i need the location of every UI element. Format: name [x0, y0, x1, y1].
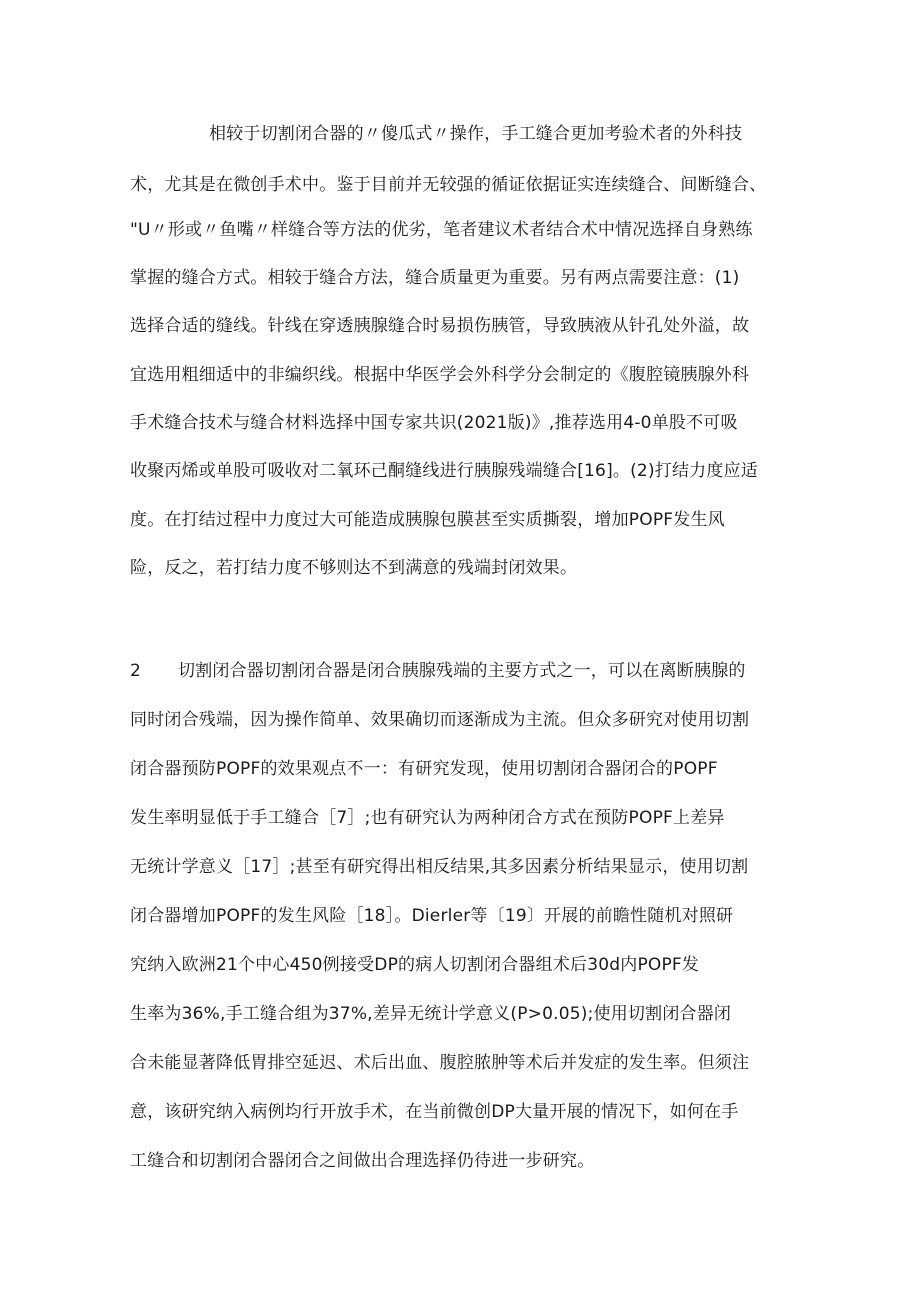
text-line: 生率为36%,手工缝合组为37%,差异无统计学意义(P>0.05);使用切割闭合器闭	[130, 1004, 732, 1024]
text-line: 度。在打结过程中力度过大可能造成胰腺包膜甚至实质撕裂，增加POPF发生风	[130, 510, 725, 530]
section-heading-line	[130, 659, 746, 683]
text-line: 选择合适的缝线。针线在穿透胰腺缝合时易损伤胰管，导致胰液从针孔处外溢，故	[130, 316, 750, 336]
text-line: 工缝合和切割闭合器闭合之间做出合理选择仍待进一步研究。	[130, 1151, 595, 1171]
text-line: 手术缝合技术与缝合材料选择中国专家共识(2021版)》,推荐选用4-0单股不可吸	[130, 413, 738, 433]
text-line: 宜选用粗细适中的非编织线。根据中华医学会外科学分会制定的《腹腔镜胰腺外科	[130, 365, 750, 385]
text-line: 术，尤其是在微创手术中。鉴于目前并无较强的循证依据证实连续缝合、间断缝合、	[130, 175, 767, 195]
text-line: 发生率明显低于手工缝合［7］;也有研究认为两种闭合方式在预防POPF上差异	[130, 808, 725, 828]
text-line: 切割闭合器切割闭合器是闭合胰腺残端的主要方式之一，可以在离断胰腺的	[178, 661, 746, 681]
text-line: 意，该研究纳入病例均行开放手术，在当前微创DP大量开展的情况下，如何在手	[130, 1102, 739, 1122]
text-line: 闭合器预防POPF的效果观点不一：有研究发现，使用切割闭合器闭合的POPF	[130, 759, 718, 779]
text-line: "U〃形或〃鱼嘴〃样缝合等方法的优劣，笔者建议术者结合术中情况选择自身熟练	[130, 220, 753, 240]
text-line: 险，反之，若打结力度不够则达不到满意的残端封闭效果。	[130, 558, 578, 578]
text-line: 相较于切割闭合器的〃傻瓜式〃操作，手工缝合更加考验术者的外科技	[209, 124, 743, 144]
text-line: 闭合器增加POPF的发生风险［18］。Dierler等〔19〕开展的前瞻性随机对照研	[130, 906, 734, 926]
text-line: 无统计学意义［17］;甚至有研究得出相反结果,其多因素分析结果显示，使用切割	[130, 857, 749, 877]
text-line: 合未能显著降低胃排空延迟、术后出血、腹腔脓肿等术后并发症的发生率。但须注	[130, 1053, 750, 1073]
text-line: 究纳入欧洲21个中心450例接受DP的病人切割闭合器组术后30d内POPF发	[130, 955, 700, 975]
section-number: 2	[130, 661, 142, 681]
text-line: 同时闭合残端，因为操作简单、效果确切而逐渐成为主流。但众多研究对使用切割	[130, 710, 750, 730]
text-line: 收聚丙烯或单股可吸收对二氧环己酮缝线进行胰腺残端缝合[16]。(2)打结力度应适	[130, 461, 758, 481]
text-line: 掌握的缝合方式。相较于缝合方法，缝合质量更为重要。另有两点需要注意：(1)	[130, 268, 740, 288]
